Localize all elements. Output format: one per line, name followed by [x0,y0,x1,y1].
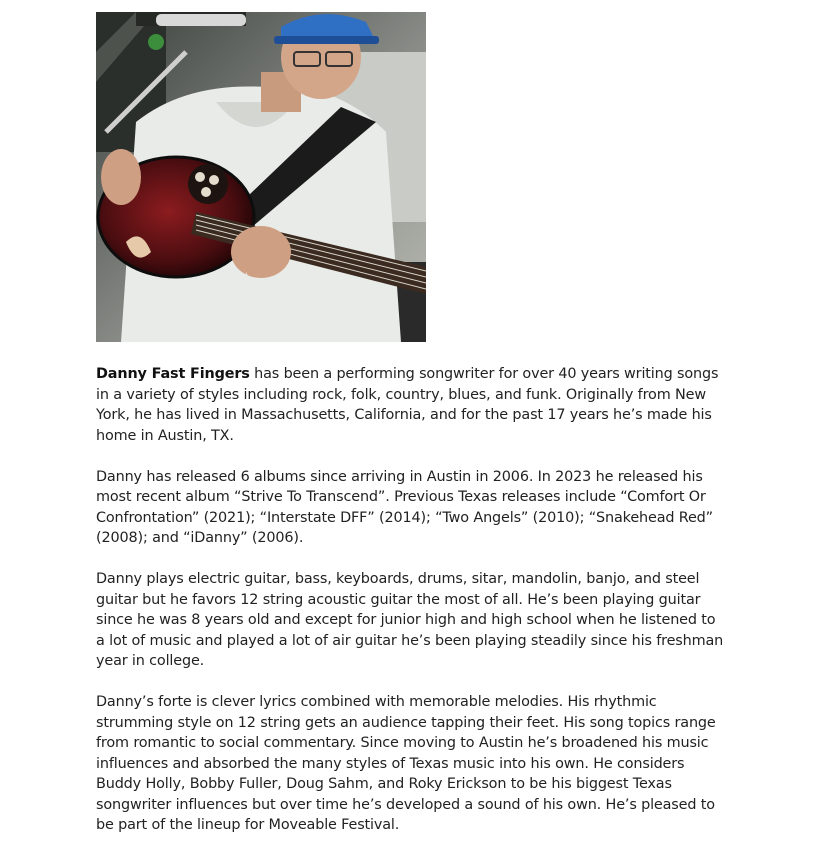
guitarist-illustration [96,12,426,342]
bio-paragraph-1 [96,364,728,446]
bio-paragraph-1-text: has been a performing songwriter for over 40 years writing songs in a variety of styles including rock, folk, country, blues, and funk. Originally from New York, he has lived in Massachusetts, California, and for the past 17 years he’s made his home in Austin, TX. [96,366,719,444]
artist-name: Danny Fast Fingers [96,366,250,382]
bio-paragraph-3: Danny plays electric guitar, bass, keyboards, drums, sitar, mandolin, banjo, and steel guitar but he favors 12 string acoustic guitar the most of all. He’s been playing guitar since he was 8 years old and except for junior high and high school when he listened to a lot of music and played a lot of air guitar he’s been playing steadily since his freshman year in college. [96,571,724,669]
bio-paragraph-2: Danny has released 6 albums since arriving in Austin in 2006. In 2023 he released his most recent album “Strive To Transcend”. Previous Texas releases include “Comfort Or Confrontation” (2021); “Interstate DFF” (2014); “Two Angels” (2010); “Snakehead Red” (2008); and “iDanny” (2006). [96,468,713,546]
bio-paragraph-4: Danny’s forte is clever lyrics combined with memorable melodies. His rhythmic strumming style on 12 string gets an audience tapping their feet. His song topics range from romantic to social commentary. Since moving to Austin he’s broadened his music influences and absorbed the many styles of Texas music into his own. He considers Buddy Holly, Bobby Fuller, Doug Sahm, and Roky Erickson to be his biggest Texas songwriter influences but over time he’s developed a sound of his own. He’s pleased to be part of the lineup for Moveable Festival. [96,694,716,833]
artist-bio [96,364,728,856]
artist-photo [96,12,426,342]
